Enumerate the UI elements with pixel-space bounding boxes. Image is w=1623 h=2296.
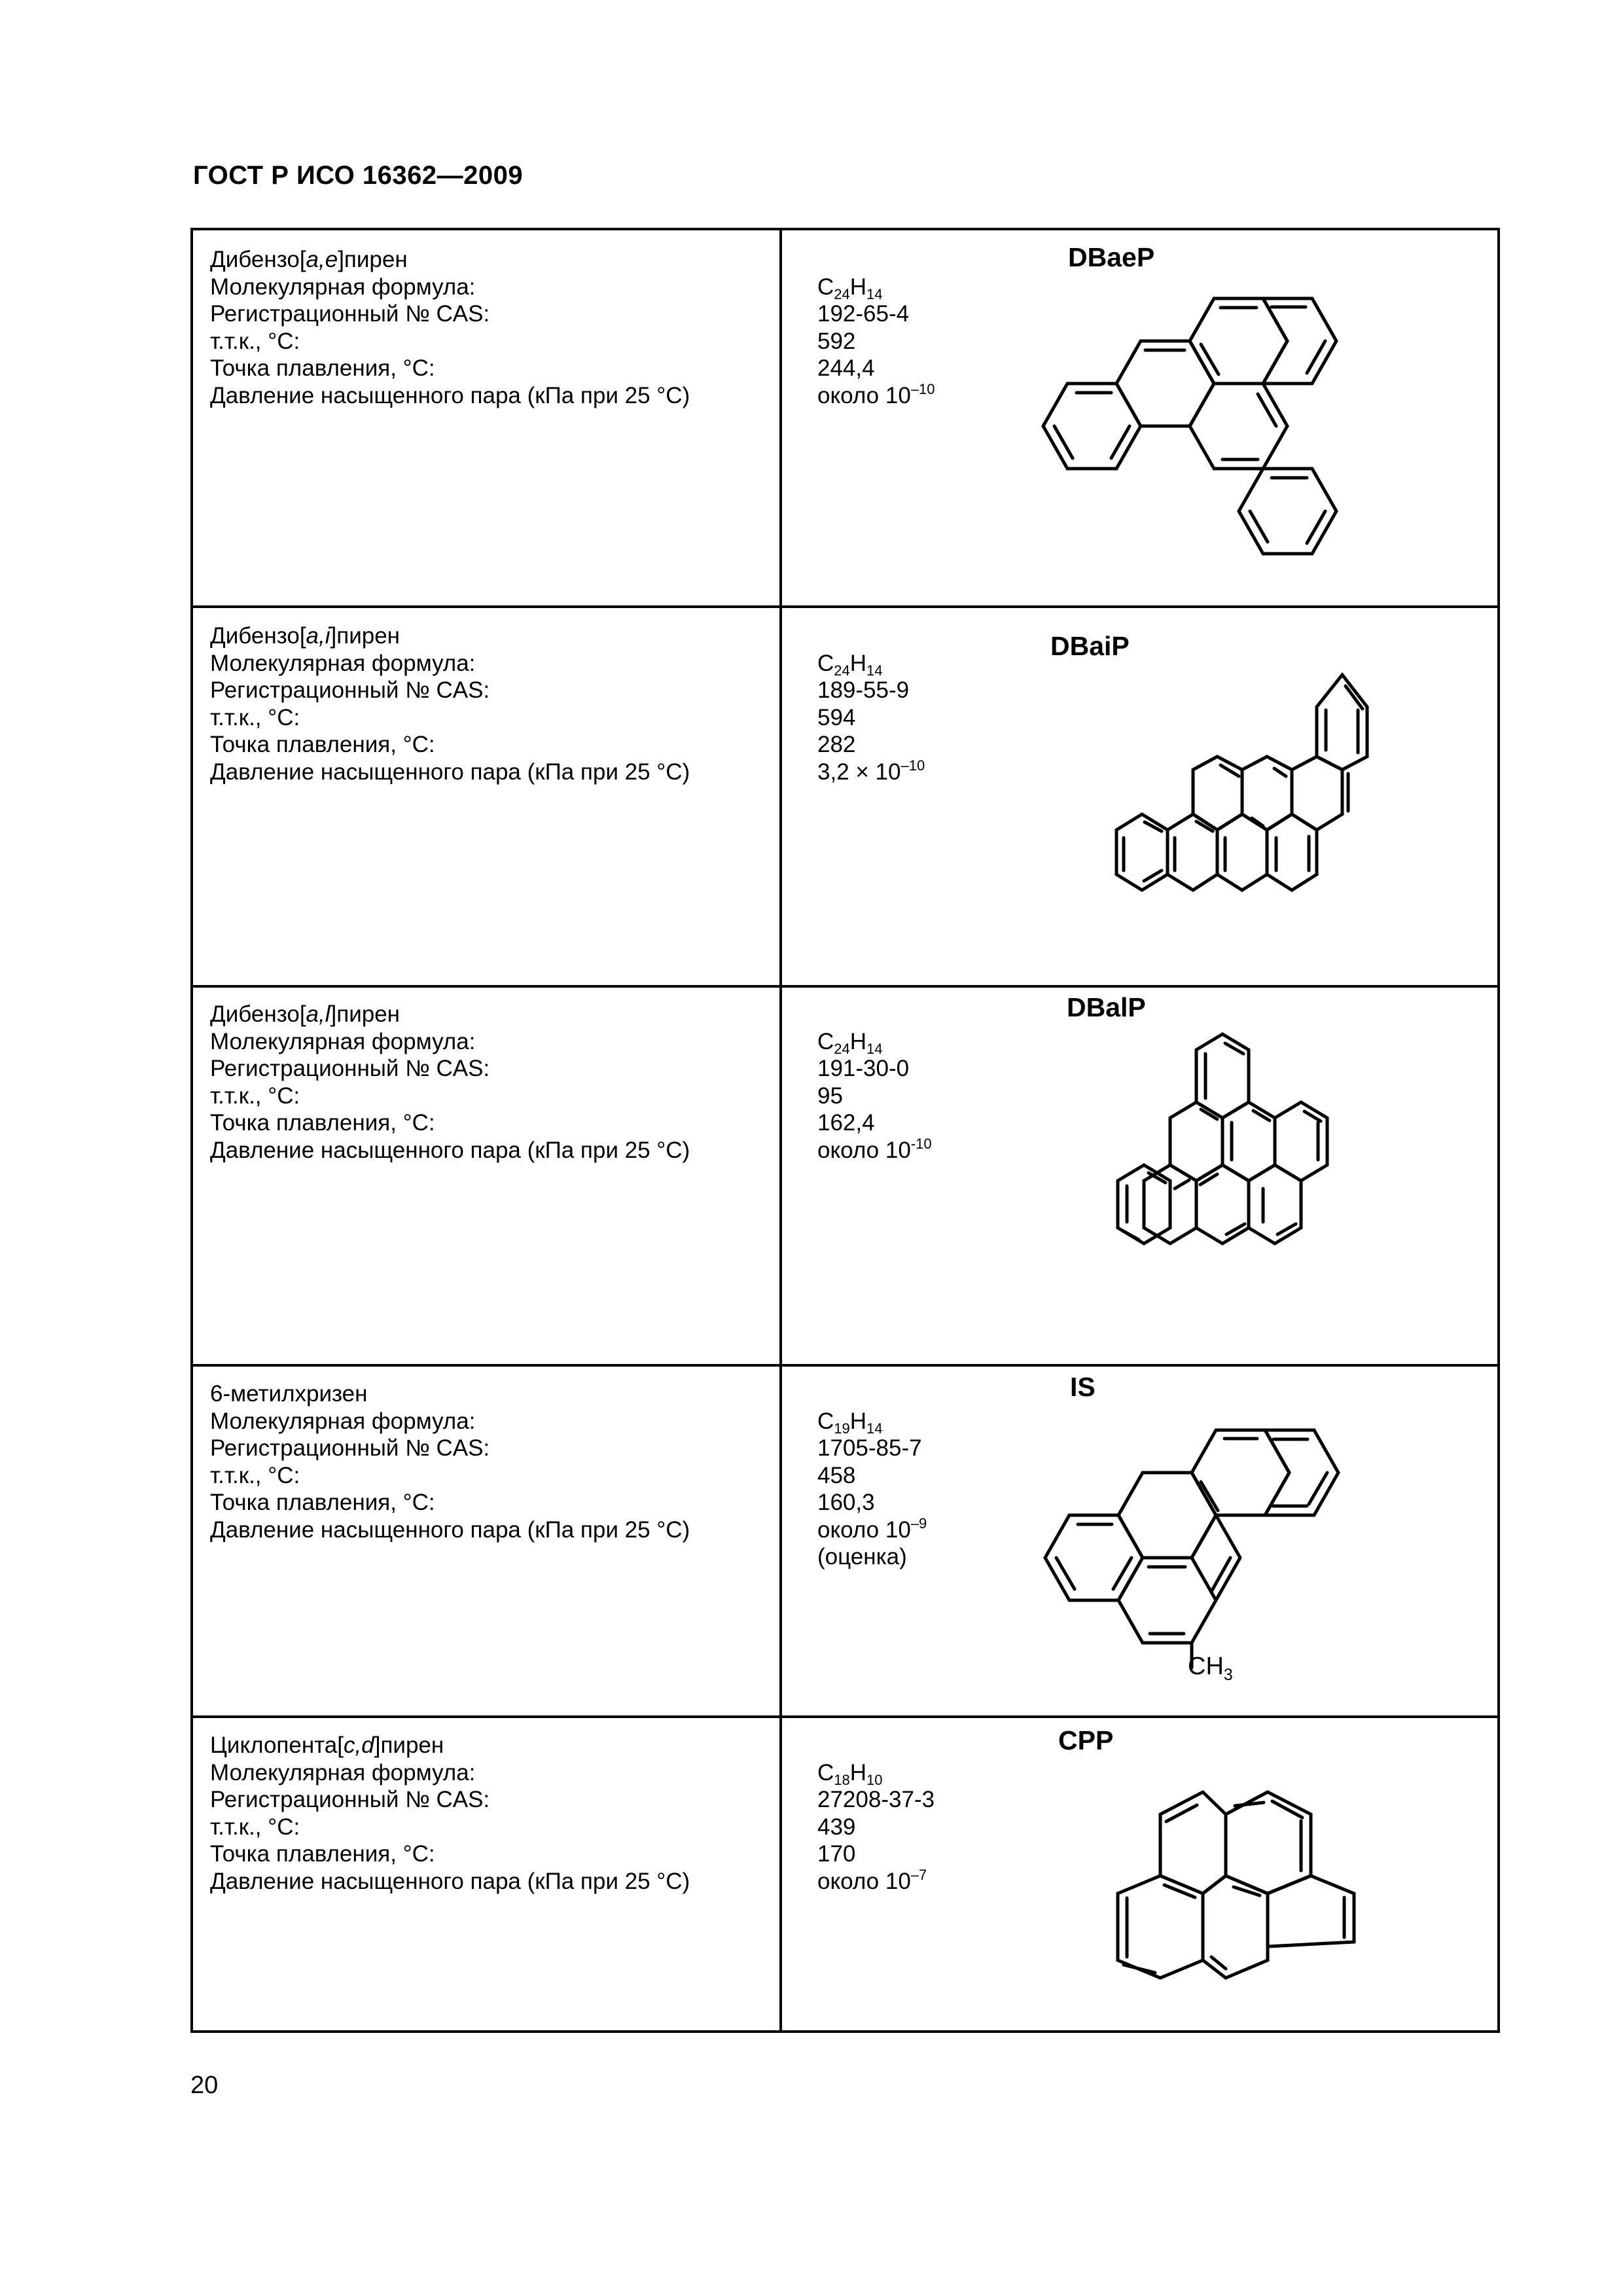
cas-value: 191-30-0 [817, 1056, 910, 1081]
vp-label: Давление насыщенного пара (кПа при 25 °С) [210, 382, 690, 408]
bp-label: т.т.к., °С: [210, 328, 300, 354]
compound-abbreviation: DBalP [1067, 992, 1146, 1022]
formula-value: $C_{18}H_{10}$ [817, 1759, 883, 1788]
vp-label: Давление насыщенного пара (кПа при 25 °С) [210, 1868, 690, 1894]
vp-note: (оценка) [817, 1544, 907, 1570]
vp-value: около $10^{-7}$ [817, 1866, 927, 1894]
cas-value: 1705-85-7 [817, 1435, 922, 1461]
formula-label: Молекулярная формула: [210, 274, 476, 300]
vp-label: Давление насыщенного пара (кПа при 25 °С) [210, 759, 690, 785]
bp-row [210, 1462, 969, 1490]
cas-label: Регистрационный № CAS: [210, 1787, 490, 1812]
vp-value: около $10^{-10}$ [817, 1135, 932, 1163]
mp-label: Точка плавления, °С: [210, 1110, 435, 1136]
table-row-divider [190, 1715, 1500, 1718]
compound-name: Дибензо[a,e]пирен [210, 247, 408, 272]
mp-row [210, 731, 969, 759]
vp-value: $3,2 \times 10^{-10}$ [817, 757, 925, 785]
bp-row [210, 1083, 969, 1110]
cas-row [210, 300, 969, 328]
bp-value: 458 [817, 1462, 856, 1488]
bp-label: т.т.к., °С: [210, 1814, 300, 1840]
dibenzo-a-l-pyrene-structure [972, 988, 1482, 1335]
dibenzo-a-l-pyrene-structure-icon [972, 988, 1482, 1335]
formula-value: $C_{24}H_{14}$ [817, 650, 883, 679]
bp-label: т.т.к., °С: [210, 1462, 300, 1488]
dibenzo-a-i-pyrene-structure [972, 622, 1482, 969]
6-methylchrysene-structure [972, 1368, 1482, 1715]
dibenzo-a-e-pyrene-structure [972, 242, 1482, 589]
cyclopenta-c-d-pyrene-structure-icon [972, 1721, 1482, 2068]
formula-row [210, 1408, 969, 1435]
formula-row [210, 1028, 969, 1056]
compound-entry [210, 1732, 969, 1895]
cas-label: Регистрационный № CAS: [210, 301, 490, 327]
mp-value: 160,3 [817, 1490, 875, 1515]
document-header: ГОСТ Р ИСО 16362—2009 [193, 161, 524, 190]
mp-label: Точка плавления, °С: [210, 1490, 435, 1515]
formula-value: $C_{24}H_{14}$ [817, 1028, 883, 1057]
cas-row [210, 677, 969, 704]
compound-entry [210, 622, 969, 785]
methyl-group-label: $CH_3$ [1188, 1653, 1233, 1684]
bp-row [210, 1814, 969, 1841]
formula-value: $C_{19}H_{14}$ [817, 1408, 883, 1437]
cas-row [210, 1435, 969, 1462]
vp-row [210, 1137, 969, 1164]
mp-row [210, 1109, 969, 1137]
vp-value: около $10^{-10}$ [817, 380, 935, 408]
mp-value: 244,4 [817, 355, 875, 381]
mp-row [210, 1489, 969, 1516]
bp-label: т.т.к., °С: [210, 1083, 300, 1109]
formula-label: Молекулярная формула: [210, 1028, 476, 1054]
vp-row [210, 1516, 969, 1544]
compound-abbreviation: IS [1070, 1372, 1096, 1402]
compound-abbreviation: DBaeP [1068, 242, 1155, 272]
bp-value: 592 [817, 328, 856, 354]
cas-row [210, 1786, 969, 1814]
compound-name: 6-метилхризен [210, 1381, 368, 1407]
compound-entry [210, 1380, 969, 1571]
table-row-divider [190, 985, 1500, 988]
mp-row [210, 1840, 969, 1868]
mp-value: 282 [817, 732, 856, 757]
formula-row [210, 650, 969, 677]
table-row-divider [190, 1364, 1500, 1367]
cas-label: Регистрационный № CAS: [210, 1056, 490, 1081]
cas-value: 189-55-9 [817, 677, 910, 703]
compound-name: Циклопента[c,d]пирен [210, 1732, 444, 1758]
dibenzo-a-e-pyrene-structure-icon [972, 242, 1482, 589]
cyclopenta-c-d-pyrene-structure [972, 1721, 1482, 2068]
formula-row [210, 274, 969, 301]
bp-value: 594 [817, 704, 856, 730]
formula-label: Молекулярная формула: [210, 1759, 476, 1785]
bp-value: 95 [817, 1083, 843, 1109]
mp-label: Точка плавления, °С: [210, 1841, 435, 1867]
compound-entry [210, 1001, 969, 1164]
vp-note-row [210, 1543, 969, 1571]
compound-abbreviation: CPP [1058, 1725, 1114, 1755]
bp-value: 439 [817, 1814, 856, 1840]
bp-label: т.т.к., °С: [210, 704, 300, 730]
formula-label: Молекулярная формула: [210, 1408, 476, 1434]
page-number: 20 [190, 2072, 219, 2099]
6-methylchrysene-structure-icon [972, 1368, 1482, 1715]
mp-value: 162,4 [817, 1110, 875, 1136]
compound-entry [210, 246, 969, 409]
cas-label: Регистрационный № CAS: [210, 1435, 490, 1461]
mp-label: Точка плавления, °С: [210, 355, 435, 381]
cas-row [210, 1055, 969, 1083]
cas-label: Регистрационный № CAS: [210, 677, 490, 703]
mp-row [210, 355, 969, 382]
vp-label: Давление насыщенного пара (кПа при 25 °С) [210, 1516, 690, 1543]
compound-abbreviation: DBaiP [1050, 631, 1130, 661]
vp-row [210, 382, 969, 410]
dibenzo-a-i-pyrene-structure-icon [972, 622, 1482, 969]
compound-name: Дибензо[a,i]пирен [210, 623, 401, 649]
vp-row [210, 759, 969, 786]
formula-label: Молекулярная формула: [210, 650, 476, 676]
bp-row [210, 704, 969, 732]
formula-value: $C_{24}H_{14}$ [817, 274, 883, 302]
mp-label: Точка плавления, °С: [210, 732, 435, 757]
cas-value: 192-65-4 [817, 301, 910, 327]
vp-label: Давление насыщенного пара (кПа при 25 °С) [210, 1137, 690, 1163]
compound-name: Дибензо[a,l]пирен [210, 1001, 401, 1027]
formula-row [210, 1759, 969, 1787]
vp-value: около $10^{-9}$ [817, 1515, 927, 1543]
vp-row [210, 1868, 969, 1895]
table-row-divider [190, 605, 1500, 608]
mp-value: 170 [817, 1841, 856, 1867]
bp-row [210, 328, 969, 355]
cas-value: 27208-37-3 [817, 1787, 935, 1812]
